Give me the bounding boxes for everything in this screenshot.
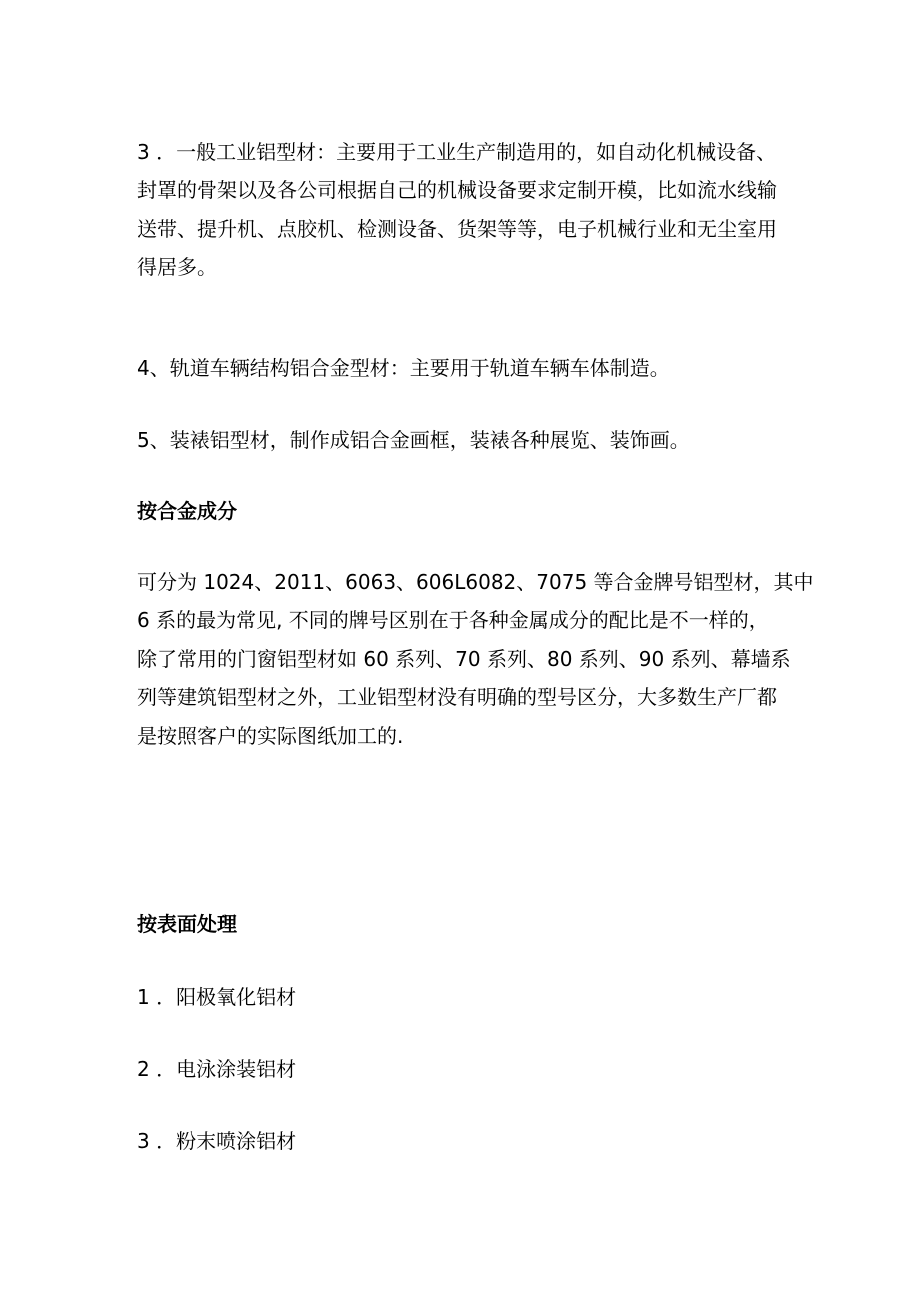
- text-line: 3 ．一般工业铝型材：主要用于工业生产制造用的，如自动化机械设备、: [137, 140, 777, 164]
- paragraph-framing-profiles: 5、装裱铝型材，制作成铝合金画框，装裱各种展览、装饰画。: [137, 428, 690, 452]
- text-line: 封罩的骨架以及各公司根据自己的机械设备要求定制开模，比如流水线输: [137, 178, 777, 203]
- text-line: 可分为 1024、2011、6063、606L6082、7075 等合金牌号铝型材，其中: [137, 570, 814, 594]
- paragraph-rail-vehicle-profiles: 4、轨道车辆结构铝合金型材：主要用于轨道车辆车体制造。: [137, 356, 670, 380]
- list-item-powder-coated: 3 ．粉末喷涂铝材: [137, 1129, 297, 1153]
- paragraph-alloy-grades: [137, 563, 814, 755]
- list-item-anodized: 1 ．阳极氧化铝材: [137, 985, 297, 1009]
- text-line: 除了常用的门窗铝型材如 60 系列、70 系列、80 系列、90 系列、幕墙系: [137, 646, 791, 671]
- heading-by-surface-treatment: 按表面处理: [137, 912, 237, 936]
- list-item-electrophoretic: 2 ．电泳涂装铝材: [137, 1057, 297, 1081]
- text-line: 6 系的最为常见, 不同的牌号区别在于各种金属成分的配比是不一样的，: [137, 608, 769, 633]
- text-line: 列等建筑铝型材之外，工业铝型材没有明确的型号区分，大多数生产厂都: [137, 685, 777, 710]
- paragraph-industrial-profiles: [137, 133, 787, 287]
- text-line: 得居多。: [137, 255, 217, 280]
- text-line: 送带、提升机、点胶机、检测设备、货架等等，电子机械行业和无尘室用: [137, 216, 777, 241]
- heading-by-alloy: 按合金成分: [137, 499, 237, 523]
- text-line: 是按照客户的实际图纸加工的.: [137, 723, 404, 748]
